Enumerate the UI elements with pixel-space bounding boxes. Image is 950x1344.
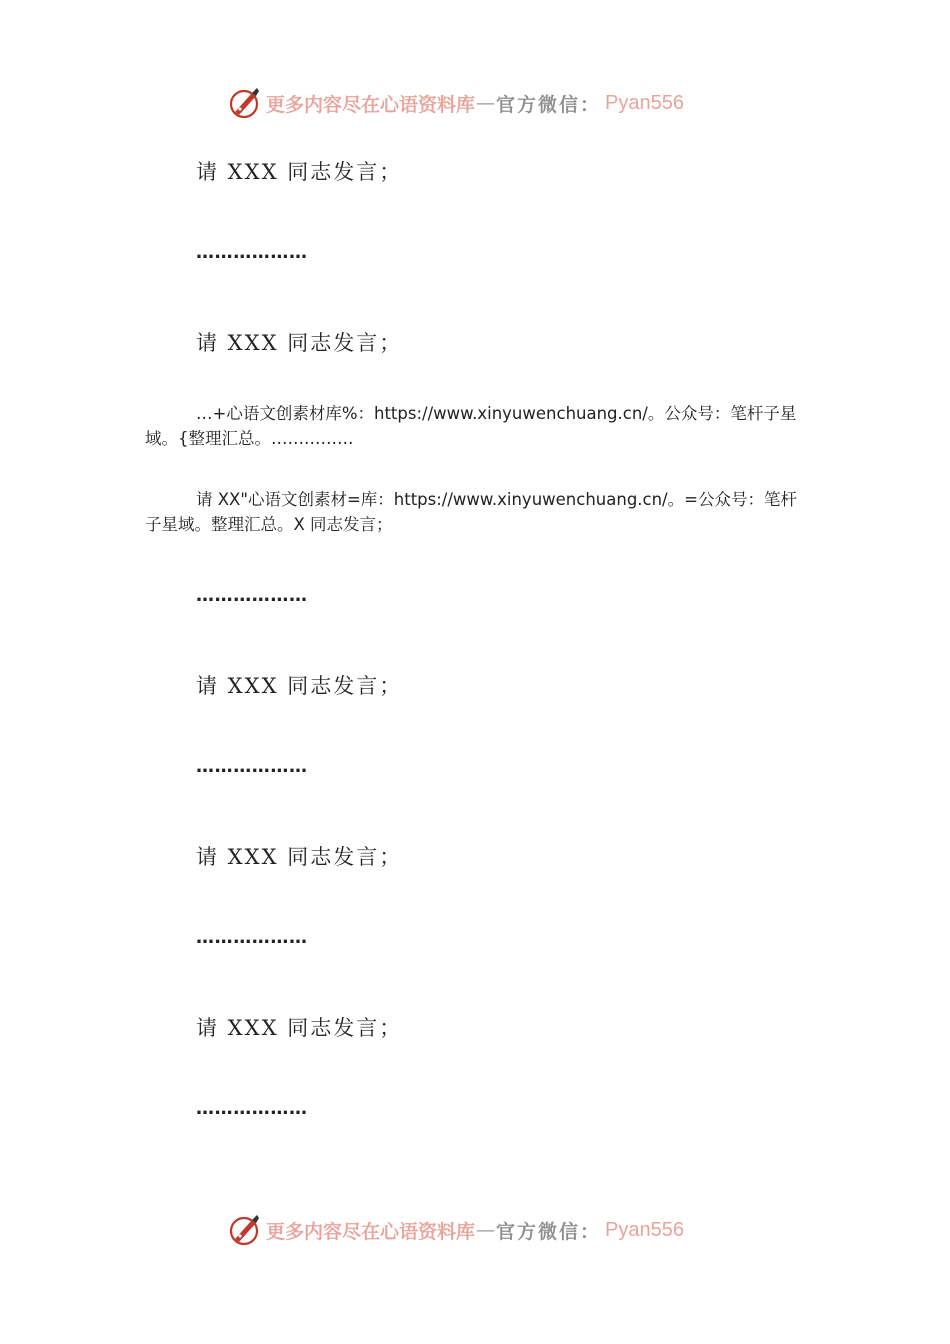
ellipsis-line: ……………… — [196, 1098, 308, 1119]
pen-nib-logo-icon — [226, 85, 262, 121]
banner-title: 更多内容尽在心语资料库 — [266, 93, 476, 116]
speaker-line: 请 XXX 同志发言； — [196, 331, 403, 355]
speaker-line: 请 XXX 同志发言； — [196, 1016, 403, 1040]
ellipsis-line: ……………… — [196, 927, 308, 948]
banner-dash: — — [476, 1219, 496, 1241]
banner-title: 更多内容尽在心语资料库 — [266, 1220, 476, 1243]
banner-wechat-label: 官方微信： — [496, 1220, 602, 1243]
speaker-line: 请 XXX 同志发言； — [196, 160, 403, 184]
footer-banner — [0, 1208, 950, 1252]
footer-banner-content — [226, 1208, 684, 1252]
banner-wechat-label: 官方微信： — [496, 93, 602, 116]
watermark-paragraph: 请 XX"心语文创素材=库：https://www.xinyuwenchuang.cn/。=公众号：笔杆子星域。整理汇总。X 同志发言； — [145, 490, 797, 534]
speaker-line: 请 XXX 同志发言； — [196, 674, 403, 698]
watermark-paragraph: …+心语文创素材库%：https://www.xinyuwenchuang.cn/。公众号：笔杆子星域。{整理汇总。…………… — [145, 404, 797, 448]
banner-wechat-id: Pyan556 — [605, 1218, 684, 1241]
banner-wechat-id: Pyan556 — [605, 91, 684, 114]
header-banner — [0, 81, 950, 125]
pen-nib-logo-icon — [226, 1212, 262, 1248]
speaker-line: 请 XXX 同志发言； — [196, 845, 403, 869]
ellipsis-line: ……………… — [196, 242, 308, 263]
header-banner-content — [226, 81, 684, 125]
ellipsis-line: ……………… — [196, 585, 308, 606]
ellipsis-line: ……………… — [196, 756, 308, 777]
banner-dash: — — [476, 92, 496, 114]
